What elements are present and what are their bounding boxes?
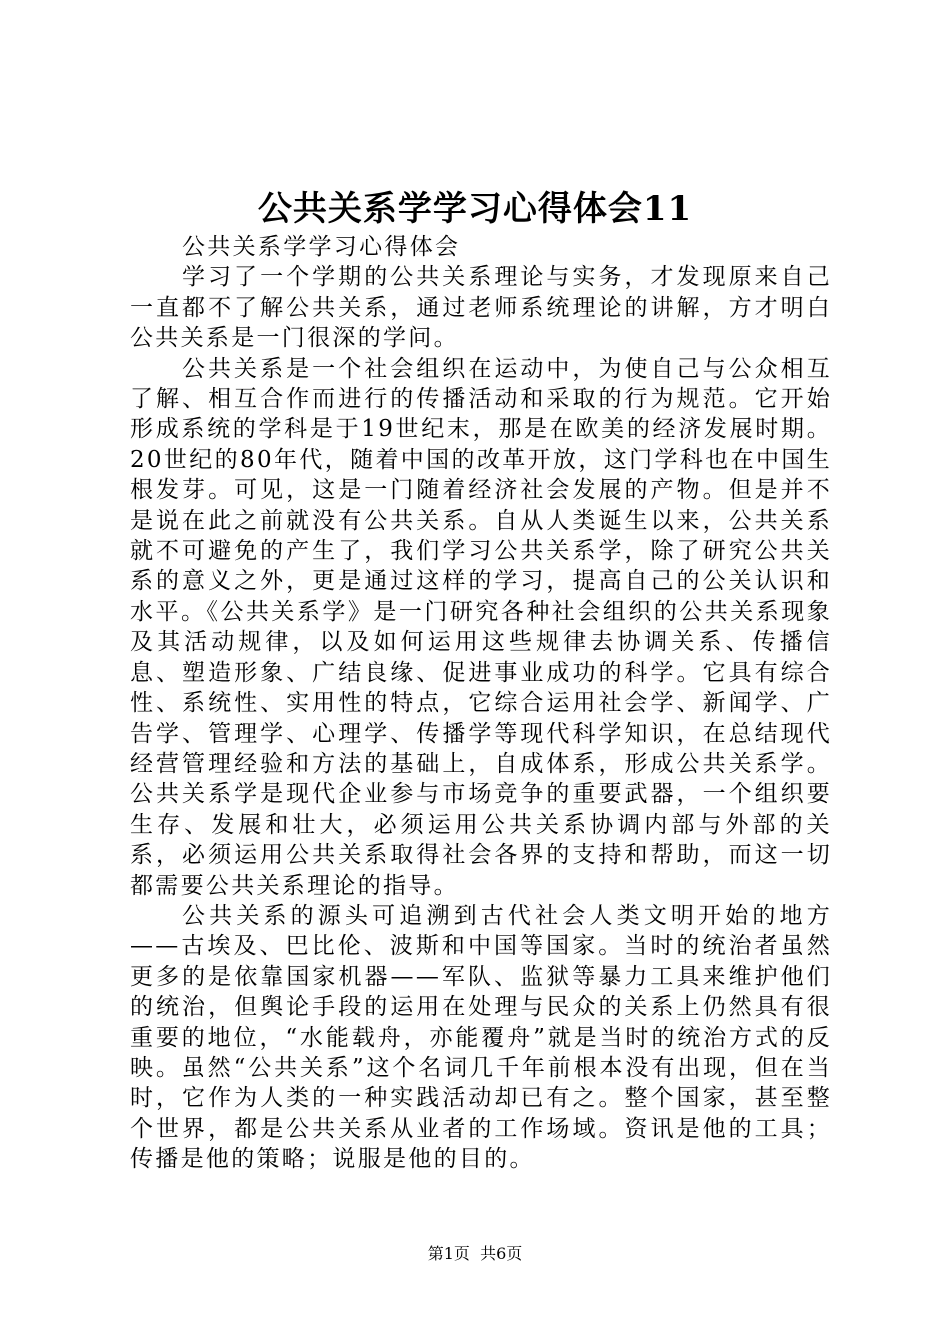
body-paragraph: 公共关系是一个社会组织在运动中，为使自己与公众相互了解、相互合作而进行的传播活动和采取的行为规范。它开始形成系统的学科是于19世纪末，那是在欧美的经济发展时期。20世纪的80年代，随着中国的改革开放，这门学科也在中国生根发芽。可见，这是一门随着经济社会发展的产物。但是并不是说在此之前就没有公共关系。自从人类诞生以来，公共关系就不可避免的产生了，我们学习公共关系学，除了研究公共关系的意义之外，更是通过这样的学习，提高自己的公关认识和水平。《公共关系学》是一门研究各种社会组织的公共关系现象及其活动规律，以及如何运用这些规律去协调关系、传播信息、塑造形象、广结良缘、促进事业成功的科学。它具有综合性、系统性、实用性的特点，它综合运用社会学、新闻学、广告学、管理学、心理学、传播学等现代科学知识，在总结现代经营管理经验和方法的基础上，自成体系，形成公共关系学。公共关系学是现代企业参与市场竞争的重要武器，一个组织要生存、发展和壮大，必须运用公共关系协调内部与外部的关系，必须运用公共关系取得社会各界的支持和帮助，而这一切都需要公共关系理论的指导。 bbox=[130, 355, 832, 899]
page-number: 第1页 共6页 bbox=[427, 1244, 523, 1263]
page-footer bbox=[0, 1243, 950, 1265]
document-body bbox=[130, 232, 832, 1175]
body-paragraph: 公共关系的源头可追溯到古代社会人类文明开始的地方——古埃及、巴比伦、波斯和中国等国家。当时的统治者虽然更多的是依靠国家机器——军队、监狱等暴力工具来维护他们的统治，但舆论手段的运用在处理与民众的关系上仍然具有很重要的地位，“水能载舟，亦能覆舟”就是当时的统治方式的反映。虽然“公共关系”这个名词几千年前根本没有出现，但在当时，它作为人类的一种实践活动却已有之。整个国家，甚至整个世界，都是公共关系从业者的工作场域。资讯是他的工具；传播是他的策略；说服是他的目的。 bbox=[130, 902, 832, 1173]
body-paragraph: 学习了一个学期的公共关系理论与实务，才发现原来自己一直都不了解公共关系，通过老师系统理论的讲解，方才明白公共关系是一门很深的学问。 bbox=[130, 264, 832, 352]
subtitle-paragraph: 公共关系学学习心得体会 bbox=[182, 234, 461, 260]
document-title: 公共关系学学习心得体会11 bbox=[257, 189, 693, 229]
